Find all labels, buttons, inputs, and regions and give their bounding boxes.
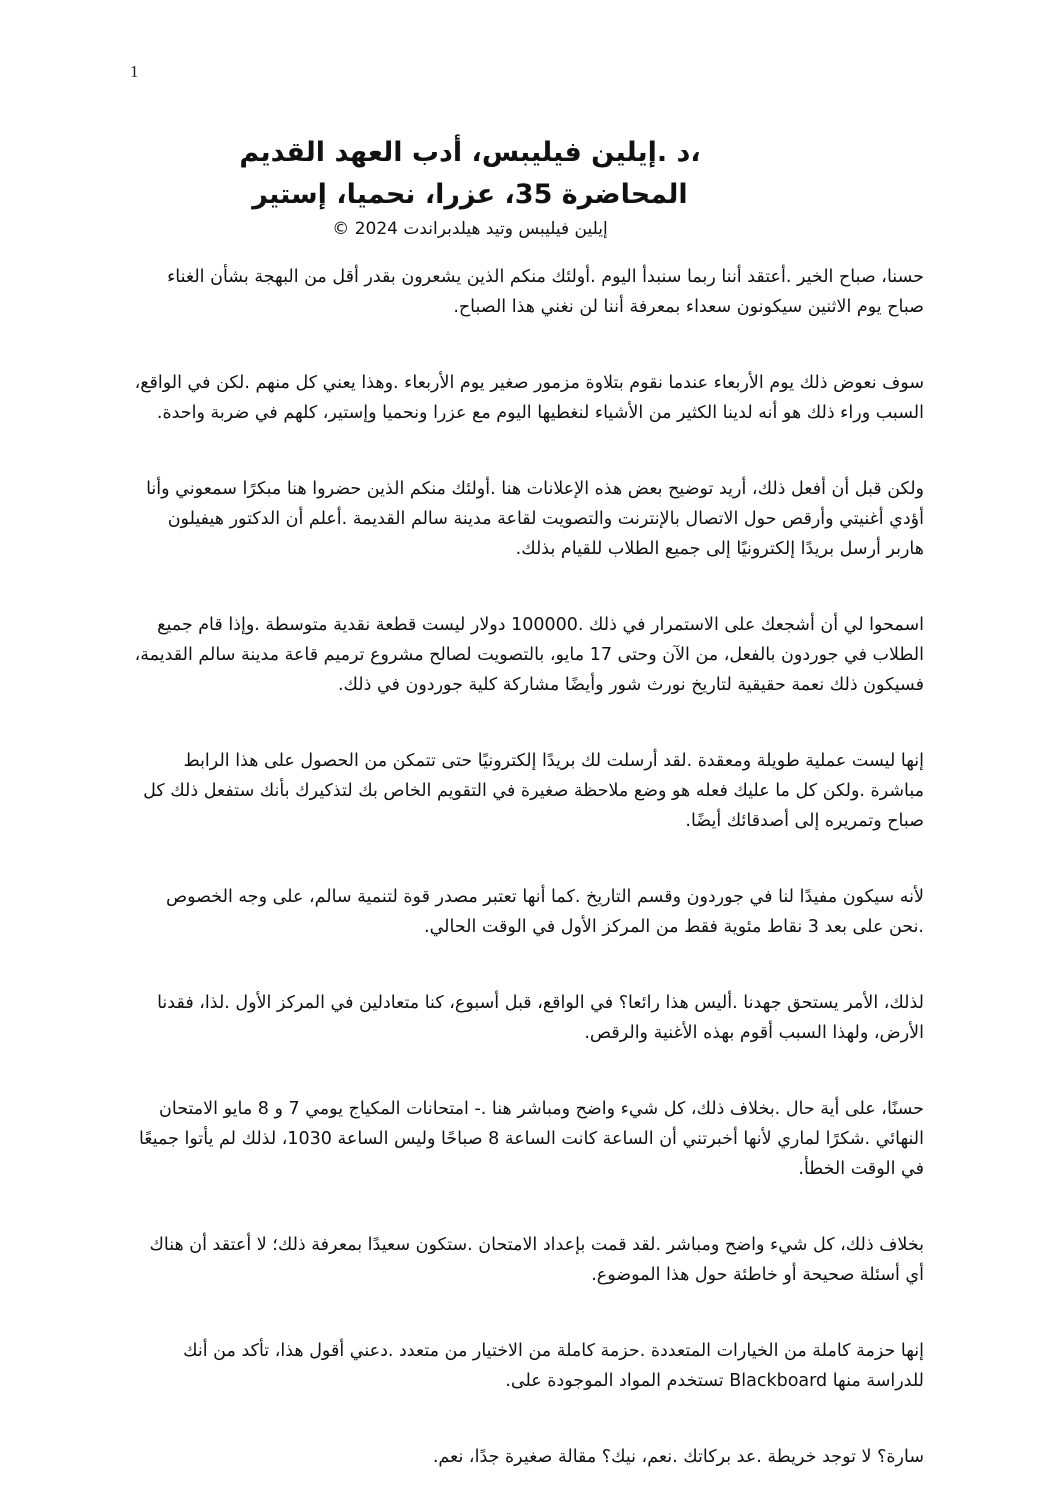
paragraph-1: حسنا، صباح الخير .أعتقد أننا ربما سنبدأ اليوم .أولئك منكم الذين يشعرون بقدر أقل من البهجة بشأن الغناء صباح يوم الاثنين سيكونون سعداء بمعرفة أننا لن نغني هذا الصباح.: [167, 267, 924, 317]
paragraph-4: اسمحوا لي أن أشجعك على الاستمرار في ذلك .100000 دولار ليست قطعة نقدية متوسطة .وإذا قام جميع الطلاب في جوردون بالفعل، من الآن وحتى 17 مايو، بالتصويت لصالح مشروع ترميم قاعة مدينة سالم القديمة، فسيكون ذلك نعمة حقيقية لتاريخ نورث شور وأيضًا مشاركة كلية جوردون في ذلك.: [134, 615, 924, 695]
page-number: 1: [130, 62, 139, 81]
paragraph-5: إنها ليست عملية طويلة ومعقدة .لقد أرسلت لك بريدًا إلكترونيًا حتى تتمكن من الحصول على هذا الرابط مباشرة .ولكن كل ما عليك فعله هو وضع ملاحظة صغيرة في التقويم الخاص بك لتذكيرك بأنك ستفعل ذلك كل صباح وتمريره إلى أصدقائك أيضًا.: [143, 751, 924, 831]
paragraph-11: سارة؟ لا توجد خريطة .عد بركاتك .نعم، نيك؟ مقالة صغيرة جدًا، نعم.: [432, 1447, 924, 1467]
paragraph-8: حسنًا، على أية حال .بخلاف ذلك، كل شيء واضح ومباشر هنا .- امتحانات المكياج يومي 7 و 8 مايو الامتحان النهائي .شكرًا لماري لأنها أخبرتني أن الساعة كانت الساعة 8 صباحًا وليس الساعة 1030، لذلك لم يأتوا جميعًا في الوقت الخطأ.: [138, 1099, 924, 1179]
copyright-line: إيلين فيليبس وتيد هيلدبراندت 2024 ©: [332, 219, 608, 239]
lecture-body: [134, 262, 924, 1472]
paragraph-2: سوف نعوض ذلك يوم الأربعاء عندما نقوم بتلاوة مزمور صغير يوم الأربعاء .وهذا يعني كل منهم .لكن في الواقع، السبب وراء ذلك هو أنه لدينا الكثير من الأشياء لنغطيها اليوم مع عزرا ونحميا وإستير، كلهم في ضربة واحدة.: [134, 373, 924, 423]
paragraph-3: ولكن قبل أن أفعل ذلك، أريد توضيح بعض هذه الإعلانات هنا .أولئك منكم الذين حضروا هنا مبكرًا سمعوني وأنا أؤدي أغنيتي وأرقص حول الاتصال بالإنترنت والتصويت لقاعة مدينة سالم القديمة .أعلم أن الدكتور هيفيلون هاربر أرسل بريدًا إلكترونيًا إلى جميع الطلاب للقيام بذلك.: [146, 479, 924, 559]
paragraph-6: لأنه سيكون مفيدًا لنا في جوردون وقسم التاريخ .كما أنها تعتبر مصدر قوة لتنمية سالم، على وجه الخصوص .نحن على بعد 3 نقاط مئوية فقط من المركز الأول في الوقت الحالي.: [165, 887, 924, 937]
title-line-1: ،د .إيلين فيليبس، أدب العهد القديم: [239, 137, 701, 168]
title-line-2: المحاضرة 35، عزرا، نحميا، إستير: [252, 179, 688, 210]
paragraph-7: لذلك، الأمر يستحق جهدنا .أليس هذا رائعا؟ في الواقع، قبل أسبوع، كنا متعادلين في المركز الأول .لذا، فقدنا الأرض، ولهذا السبب أقوم بهذه الأغنية والرقص.: [157, 993, 924, 1043]
paragraph-9: بخلاف ذلك، كل شيء واضح ومباشر .لقد قمت بإعداد الامتحان .ستكون سعيدًا بمعرفة ذلك؛ لا أعتقد أن هناك أي أسئلة صحيحة أو خاطئة حول هذا الموضوع.: [149, 1235, 924, 1285]
document-header: [150, 132, 790, 242]
paragraph-10: إنها حزمة كاملة من الخيارات المتعددة .حزمة كاملة من الاختيار من متعدد .دعني أقول هذا، تأكد من أنك للدراسة منها Blackboard تستخدم المواد الموجودة على.: [183, 1341, 924, 1391]
